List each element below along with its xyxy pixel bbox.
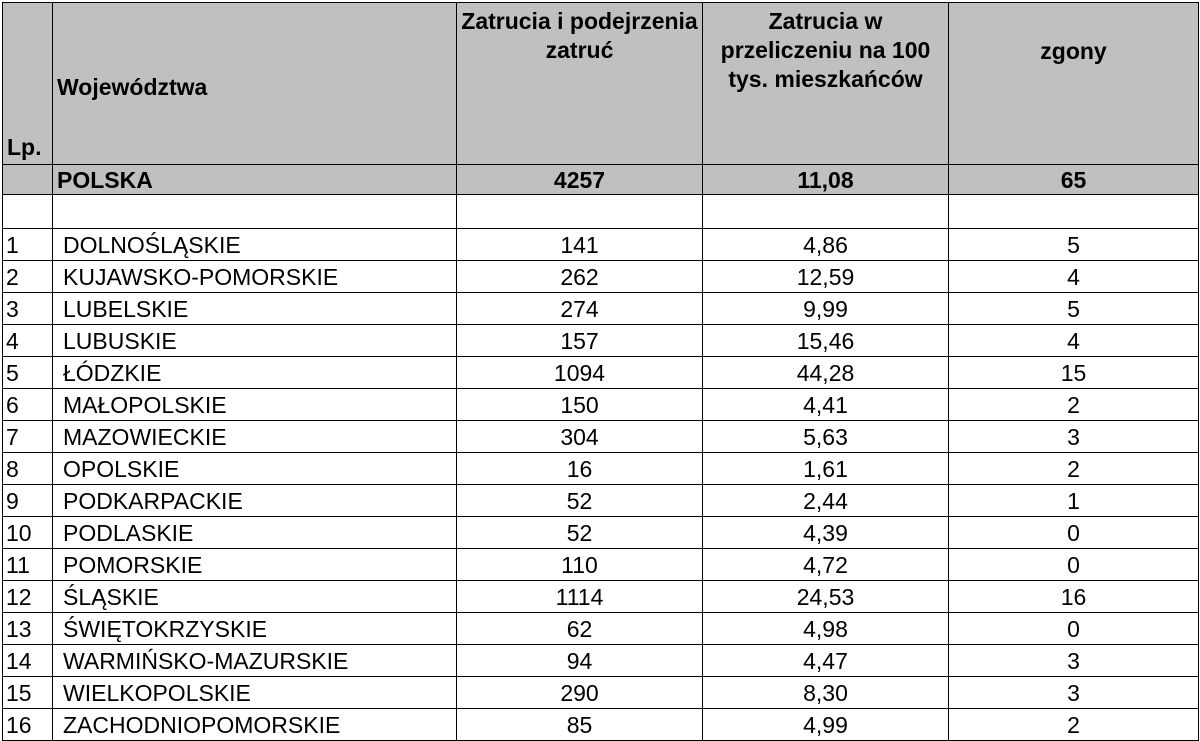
row-zgony[interactable]: 2	[949, 709, 1199, 741]
table-row	[3, 677, 1199, 709]
table-row	[3, 293, 1199, 325]
row-lp[interactable]: 16	[3, 709, 53, 741]
table-row	[3, 613, 1199, 645]
row-lp[interactable]: 8	[3, 453, 53, 485]
table-row	[3, 357, 1199, 389]
row-lp[interactable]: 11	[3, 549, 53, 581]
blank-cell[interactable]	[703, 195, 949, 229]
row-lp[interactable]: 4	[3, 325, 53, 357]
row-zgony[interactable]: 3	[949, 421, 1199, 453]
row-wojewodztwo[interactable]: ŚWIĘTOKRZYSKIE	[53, 613, 457, 645]
row-zatrucia[interactable]: 141	[457, 229, 703, 261]
row-zatrucia[interactable]: 52	[457, 517, 703, 549]
row-lp[interactable]: 10	[3, 517, 53, 549]
row-przeliczenie[interactable]: 4,72	[703, 549, 949, 581]
table-row	[3, 645, 1199, 677]
total-zatrucia[interactable]: 4257	[457, 165, 703, 195]
row-lp[interactable]: 6	[3, 389, 53, 421]
row-lp[interactable]: 2	[3, 261, 53, 293]
row-przeliczenie[interactable]: 8,30	[703, 677, 949, 709]
row-przeliczenie[interactable]: 9,99	[703, 293, 949, 325]
table-row	[3, 261, 1199, 293]
row-przeliczenie[interactable]: 2,44	[703, 485, 949, 517]
header-wojewodztwa[interactable]: Województwa	[53, 3, 457, 165]
header-zatrucia[interactable]: Zatrucia i podejrzenia zatruć	[457, 3, 703, 165]
row-lp[interactable]: 5	[3, 357, 53, 389]
total-zgony[interactable]: 65	[949, 165, 1199, 195]
blank-cell[interactable]	[457, 195, 703, 229]
table-row	[3, 549, 1199, 581]
blank-cell[interactable]	[3, 195, 53, 229]
row-przeliczenie[interactable]: 24,53	[703, 581, 949, 613]
row-zgony[interactable]: 2	[949, 453, 1199, 485]
row-zatrucia[interactable]: 1094	[457, 357, 703, 389]
row-zgony[interactable]: 15	[949, 357, 1199, 389]
row-wojewodztwo[interactable]: ZACHODNIOPOMORSKIE	[53, 709, 457, 741]
row-zgony[interactable]: 16	[949, 581, 1199, 613]
table-row	[3, 517, 1199, 549]
row-zatrucia[interactable]: 304	[457, 421, 703, 453]
row-wojewodztwo[interactable]: MAŁOPOLSKIE	[53, 389, 457, 421]
row-zgony[interactable]: 4	[949, 261, 1199, 293]
row-wojewodztwo[interactable]: POMORSKIE	[53, 549, 457, 581]
row-wojewodztwo[interactable]: ŁÓDZKIE	[53, 357, 457, 389]
row-przeliczenie[interactable]: 12,59	[703, 261, 949, 293]
blank-cell[interactable]	[949, 195, 1199, 229]
table-row	[3, 581, 1199, 613]
row-lp[interactable]: 15	[3, 677, 53, 709]
blank-cell[interactable]	[53, 195, 457, 229]
row-wojewodztwo[interactable]: KUJAWSKO-POMORSKIE	[53, 261, 457, 293]
table-row	[3, 389, 1199, 421]
row-zgony[interactable]: 0	[949, 613, 1199, 645]
blank-row	[3, 195, 1199, 229]
total-lp-cell[interactable]	[3, 165, 53, 195]
row-zatrucia[interactable]: 52	[457, 485, 703, 517]
row-lp[interactable]: 7	[3, 421, 53, 453]
row-wojewodztwo[interactable]: WIELKOPOLSKIE	[53, 677, 457, 709]
row-zatrucia[interactable]: 274	[457, 293, 703, 325]
row-lp[interactable]: 12	[3, 581, 53, 613]
header-row	[3, 3, 1199, 165]
header-zgony[interactable]: zgony	[949, 3, 1199, 165]
row-zgony[interactable]: 2	[949, 389, 1199, 421]
header-lp[interactable]: Lp.	[3, 3, 53, 165]
row-wojewodztwo[interactable]: ŚLĄSKIE	[53, 581, 457, 613]
row-zatrucia[interactable]: 262	[457, 261, 703, 293]
row-przeliczenie[interactable]: 4,39	[703, 517, 949, 549]
row-przeliczenie[interactable]: 44,28	[703, 357, 949, 389]
row-zatrucia[interactable]: 1114	[457, 581, 703, 613]
row-zatrucia[interactable]: 85	[457, 709, 703, 741]
row-przeliczenie[interactable]: 4,98	[703, 613, 949, 645]
table-row	[3, 709, 1199, 741]
row-wojewodztwo[interactable]: DOLNOŚLĄSKIE	[53, 229, 457, 261]
row-lp[interactable]: 9	[3, 485, 53, 517]
row-wojewodztwo[interactable]: PODKARPACKIE	[53, 485, 457, 517]
row-przeliczenie[interactable]: 4,86	[703, 229, 949, 261]
row-zgony[interactable]: 5	[949, 293, 1199, 325]
total-name[interactable]: POLSKA	[53, 165, 457, 195]
row-zgony[interactable]: 4	[949, 325, 1199, 357]
row-wojewodztwo[interactable]: WARMIŃSKO-MAZURSKIE	[53, 645, 457, 677]
row-lp[interactable]: 1	[3, 229, 53, 261]
row-zatrucia[interactable]: 94	[457, 645, 703, 677]
table-row	[3, 485, 1199, 517]
row-przeliczenie[interactable]: 4,99	[703, 709, 949, 741]
row-przeliczenie[interactable]: 4,47	[703, 645, 949, 677]
table-row	[3, 325, 1199, 357]
row-zatrucia[interactable]: 16	[457, 453, 703, 485]
table-row	[3, 421, 1199, 453]
row-wojewodztwo[interactable]: MAZOWIECKIE	[53, 421, 457, 453]
row-lp[interactable]: 14	[3, 645, 53, 677]
row-lp[interactable]: 3	[3, 293, 53, 325]
total-row	[3, 165, 1199, 195]
row-zatrucia[interactable]: 62	[457, 613, 703, 645]
row-zatrucia[interactable]: 290	[457, 677, 703, 709]
row-zgony[interactable]: 0	[949, 549, 1199, 581]
row-zgony[interactable]: 3	[949, 677, 1199, 709]
poisonings-table	[2, 2, 1199, 741]
row-przeliczenie[interactable]: 5,63	[703, 421, 949, 453]
row-przeliczenie[interactable]: 1,61	[703, 453, 949, 485]
table-row	[3, 229, 1199, 261]
row-lp[interactable]: 13	[3, 613, 53, 645]
header-przeliczenie[interactable]: Zatrucia w przeliczeniu na 100 tys. mieszkańców	[703, 3, 949, 165]
row-zgony[interactable]: 1	[949, 485, 1199, 517]
row-przeliczenie[interactable]: 15,46	[703, 325, 949, 357]
row-wojewodztwo[interactable]: PODLASKIE	[53, 517, 457, 549]
row-zatrucia[interactable]: 157	[457, 325, 703, 357]
row-zatrucia[interactable]: 150	[457, 389, 703, 421]
row-wojewodztwo[interactable]: LUBELSKIE	[53, 293, 457, 325]
row-zgony[interactable]: 5	[949, 229, 1199, 261]
row-zgony[interactable]: 3	[949, 645, 1199, 677]
row-zgony[interactable]: 0	[949, 517, 1199, 549]
row-zatrucia[interactable]: 110	[457, 549, 703, 581]
row-wojewodztwo[interactable]: LUBUSKIE	[53, 325, 457, 357]
row-wojewodztwo[interactable]: OPOLSKIE	[53, 453, 457, 485]
row-przeliczenie[interactable]: 4,41	[703, 389, 949, 421]
table-row	[3, 453, 1199, 485]
total-przeliczenie[interactable]: 11,08	[703, 165, 949, 195]
